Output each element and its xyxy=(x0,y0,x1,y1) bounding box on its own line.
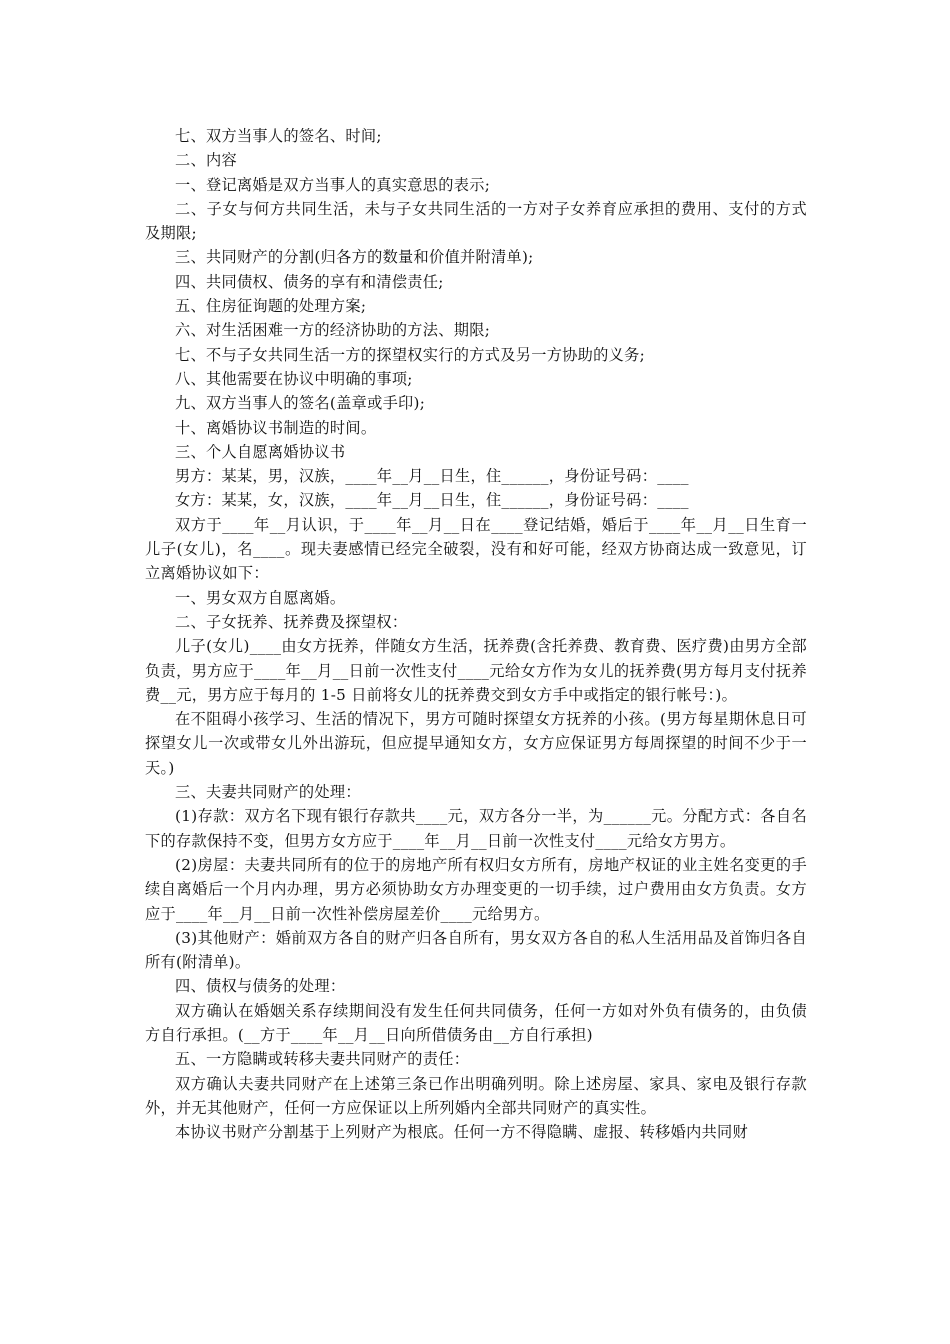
paragraph-female-party: 女方：某某，女，汉族，____年__月__日生，住______，身份证号码：____ xyxy=(175,491,689,510)
paragraph-2: 二、内容 xyxy=(175,151,237,170)
paragraph-8: 六、对生活困难一方的经济协助的方法、期限; xyxy=(175,321,491,340)
paragraph-7: 五、住房征询题的处理方案; xyxy=(175,297,367,316)
paragraph-25: 四、债权与债务的处理： xyxy=(175,977,346,996)
document-body xyxy=(145,124,807,1144)
paragraph-22: (1)存款：双方名下现有银行存款共____元，双方各分一半，为______元。分配方式：各自名下的存款保持不变，但男方女方应于____年__月__日前一次性支付____元给女方男方。 xyxy=(145,807,807,850)
paragraph-4: 二、子女与何方共同生活，未与子女共同生活的一方对子女养育应承担的费用、支付的方式及期限; xyxy=(145,199,807,243)
paragraph-3: 一、登记离婚是双方当事人的真实意思的表示; xyxy=(175,175,491,194)
paragraph-29: 本协议书财产分割基于上列财产为根底。任何一方不得隐瞒、虚报、转移婚内共同财 xyxy=(175,1123,749,1142)
paragraph-21: 三、夫妻共同财产的处理： xyxy=(175,783,361,802)
paragraph-10: 八、其他需要在协议中明确的事项; xyxy=(175,369,413,388)
paragraph-11: 九、双方当事人的签名(盖章或手印); xyxy=(175,394,426,413)
paragraph-17: 一、男女双方自愿离婚。 xyxy=(175,588,346,607)
paragraph-6: 四、共同债权、债务的享有和清偿责任; xyxy=(175,272,444,291)
section-heading: 三、个人自愿离婚协议书 xyxy=(175,442,346,461)
paragraph-5: 三、共同财产的分割(归各方的数量和价值并附清单); xyxy=(175,248,534,267)
paragraph-23: (2)房屋：夫妻共同所有的位于的房地产所有权归女方所有，房地产权证的业主姓名变更的手续自离婚后一个月内办理，男方必须协助女方办理变更的一切手续，过户费用由女方负责。女方应于____年__月__日前一次性补偿房屋差价____元给男方。 xyxy=(145,855,807,923)
paragraph-27: 五、一方隐瞒或转移夫妻共同财产的责任： xyxy=(175,1050,470,1069)
paragraph-24: (3)其他财产：婚前双方各自的财产归各自所有，男女双方各自的私人生活用品及首饰归各自所有(附清单)。 xyxy=(145,928,807,972)
paragraph-male-party: 男方：某某，男，汉族，____年__月__日生，住______，身份证号码：____ xyxy=(175,467,689,486)
paragraph-28: 双方确认夫妻共同财产在上述第三条已作出明确列明。除上述房屋、家具、家电及银行存款外，并无其他财产，任何一方应保证以上所列婚内全部共同财产的真实性。 xyxy=(145,1074,807,1117)
paragraph-12: 十、离婚协议书制造的时间。 xyxy=(175,418,377,437)
paragraph-16: 双方于____年__月认识，于____年__月__日在____登记结婚，婚后于____年__月__日生育一儿子(女儿)，名____。现夫妻感情已经完全破裂，没有和好可能，经双方协商达成一致意见，订立离婚协议如下： xyxy=(145,515,807,583)
paragraph-18: 二、子女抚养、抚养费及探望权： xyxy=(175,612,408,631)
paragraph-19: 儿子(女儿)____由女方抚养，伴随女方生活，抚养费(含托养费、教育费、医疗费)由男方全部负责，男方应于____年__月__日前一次性支付____元给女方作为女儿的抚养费(男方每月支付抚养费__元，男方应于每月的 1-5 日前将女儿的抚养费交到女方手中或指定的银行帐号：)。 xyxy=(145,637,807,704)
paragraph-20: 在不阻碍小孩学习、生活的情况下，男方可随时探望女方抚养的小孩。(男方每星期休息日可探望女儿一次或带女儿外出游玩，但应提早通知女方，女方应保证男方每周探望的时间不少于一天。) xyxy=(145,710,807,777)
paragraph-26: 双方确认在婚姻关系存续期间没有发生任何共同债务，任何一方如对外负有债务的，由负债方自行承担。(__方于____年__月__日向所借债务由__方自行承担) xyxy=(145,1001,807,1044)
paragraph-9: 七、不与子女共同生活一方的探望权实行的方式及另一方协助的义务; xyxy=(175,345,646,364)
paragraph-1: 七、双方当事人的签名、时间; xyxy=(175,127,382,145)
